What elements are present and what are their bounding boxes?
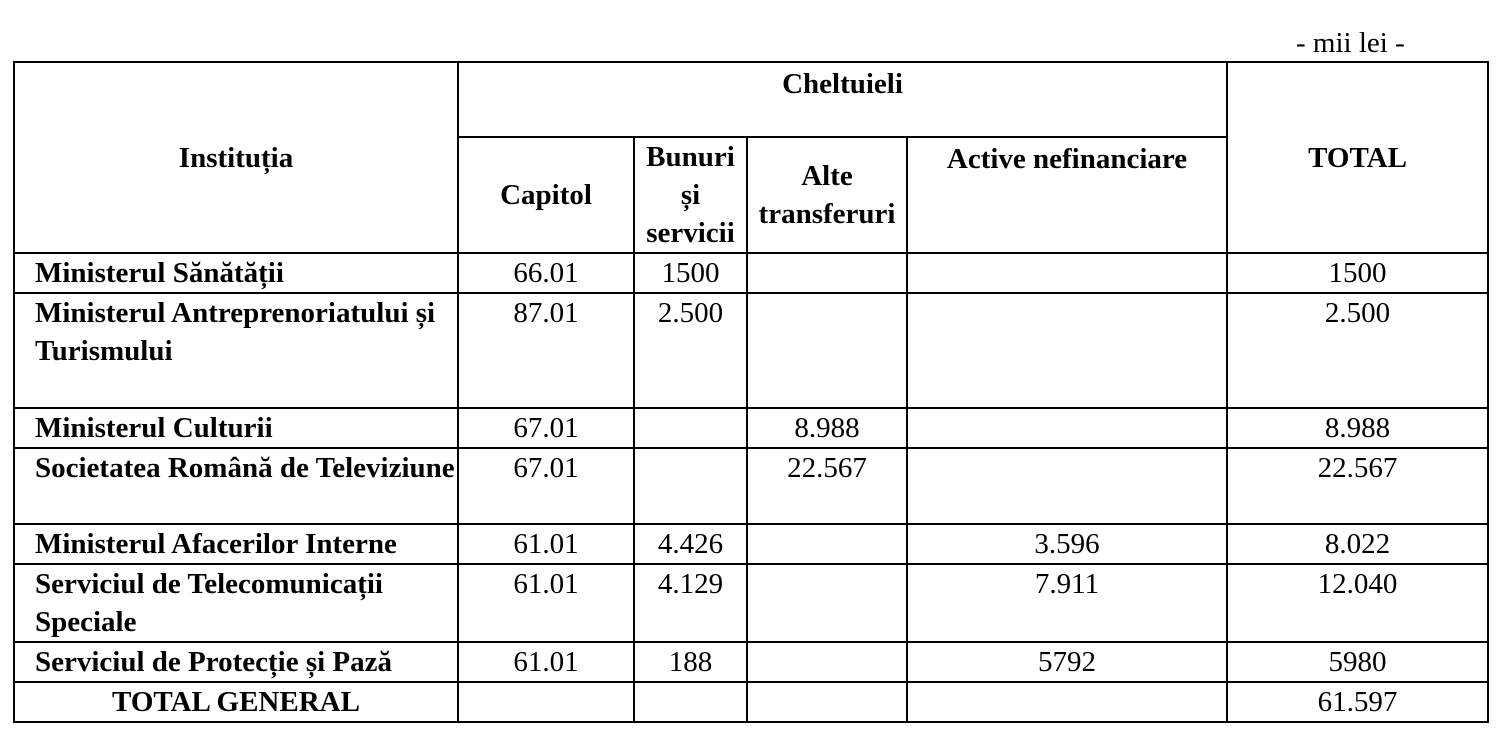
cell-goods-services: 4.129 xyxy=(634,564,747,642)
cell-non-financial-assets: 7.911 xyxy=(907,564,1227,642)
table-row xyxy=(14,564,1488,642)
cell-other-transfers: 22.567 xyxy=(747,448,907,524)
cell-chapter: 61.01 xyxy=(458,642,634,682)
header-other-transfers-line-1: Alte xyxy=(801,160,853,192)
cell-chapter: 61.01 xyxy=(458,564,634,642)
header-institution: Instituția xyxy=(14,62,458,253)
cell-non-financial-assets: 3.596 xyxy=(907,524,1227,564)
cell-other-transfers xyxy=(747,642,907,682)
cell-chapter: 87.01 xyxy=(458,293,634,408)
cell-total: 8.022 xyxy=(1227,524,1488,564)
table-row xyxy=(14,524,1488,564)
grand-total-value: 61.597 xyxy=(1227,682,1488,722)
cell-other-transfers: 8.988 xyxy=(747,408,907,448)
cell-non-financial-assets: 5792 xyxy=(907,642,1227,682)
cell-total: 8.988 xyxy=(1227,408,1488,448)
cell-goods-services xyxy=(634,408,747,448)
grand-total-label: TOTAL GENERAL xyxy=(14,682,458,722)
cell-chapter: 67.01 xyxy=(458,448,634,524)
cell-institution: Serviciul de Telecomunicații Speciale xyxy=(14,564,458,642)
header-non-financial-assets: Active nefinanciare xyxy=(907,137,1227,253)
table-row xyxy=(14,448,1488,524)
cell-goods-services: 1500 xyxy=(634,253,747,293)
cell-chapter: 67.01 xyxy=(458,408,634,448)
cell-non-financial-assets xyxy=(907,448,1227,524)
cell-goods-services: 4.426 xyxy=(634,524,747,564)
budget-allocation-table xyxy=(13,61,1489,723)
cell-total: 5980 xyxy=(1227,642,1488,682)
cell-total: 12.040 xyxy=(1227,564,1488,642)
header-chapter: Capitol xyxy=(458,137,634,253)
table-row xyxy=(14,293,1488,408)
cell-chapter xyxy=(458,682,634,722)
cell-goods-services xyxy=(634,448,747,524)
header-total: TOTAL xyxy=(1227,62,1488,253)
cell-total: 1500 xyxy=(1227,253,1488,293)
cell-total: 22.567 xyxy=(1227,448,1488,524)
cell-other-transfers xyxy=(747,564,907,642)
cell-non-financial-assets xyxy=(907,293,1227,408)
cell-chapter: 66.01 xyxy=(458,253,634,293)
cell-other-transfers xyxy=(747,293,907,408)
cell-institution: Ministerul Antreprenoriatului și Turismului xyxy=(14,293,458,408)
cell-non-financial-assets xyxy=(907,682,1227,722)
table-row xyxy=(14,253,1488,293)
header-goods-services-line-2: și xyxy=(680,179,701,211)
header-other-transfers xyxy=(747,137,907,253)
cell-institution: Ministerul Sănătății xyxy=(14,253,458,293)
cell-other-transfers xyxy=(747,682,907,722)
cell-goods-services xyxy=(634,682,747,722)
cell-institution: Societatea Română de Televiziune xyxy=(14,448,458,524)
header-goods-services-line-1: Bunuri xyxy=(646,141,735,173)
header-other-transfers-line-2: transferuri xyxy=(758,198,896,230)
grand-total-row xyxy=(14,682,1488,722)
header-expenses-group: Cheltuieli xyxy=(458,62,1227,137)
cell-chapter: 61.01 xyxy=(458,524,634,564)
cell-institution: Serviciul de Protecție și Pază xyxy=(14,642,458,682)
cell-other-transfers xyxy=(747,524,907,564)
header-goods-services-line-3: servicii xyxy=(646,217,735,249)
cell-institution: Ministerul Afacerilor Interne xyxy=(14,524,458,564)
unit-note: - mii lei - xyxy=(1296,27,1405,59)
header-goods-services xyxy=(634,137,747,253)
cell-goods-services: 2.500 xyxy=(634,293,747,408)
cell-other-transfers xyxy=(747,253,907,293)
cell-non-financial-assets xyxy=(907,253,1227,293)
cell-institution: Ministerul Culturii xyxy=(14,408,458,448)
cell-non-financial-assets xyxy=(907,408,1227,448)
cell-goods-services: 188 xyxy=(634,642,747,682)
table-row xyxy=(14,642,1488,682)
table-row xyxy=(14,408,1488,448)
header-row-1 xyxy=(14,62,1488,137)
cell-total: 2.500 xyxy=(1227,293,1488,408)
